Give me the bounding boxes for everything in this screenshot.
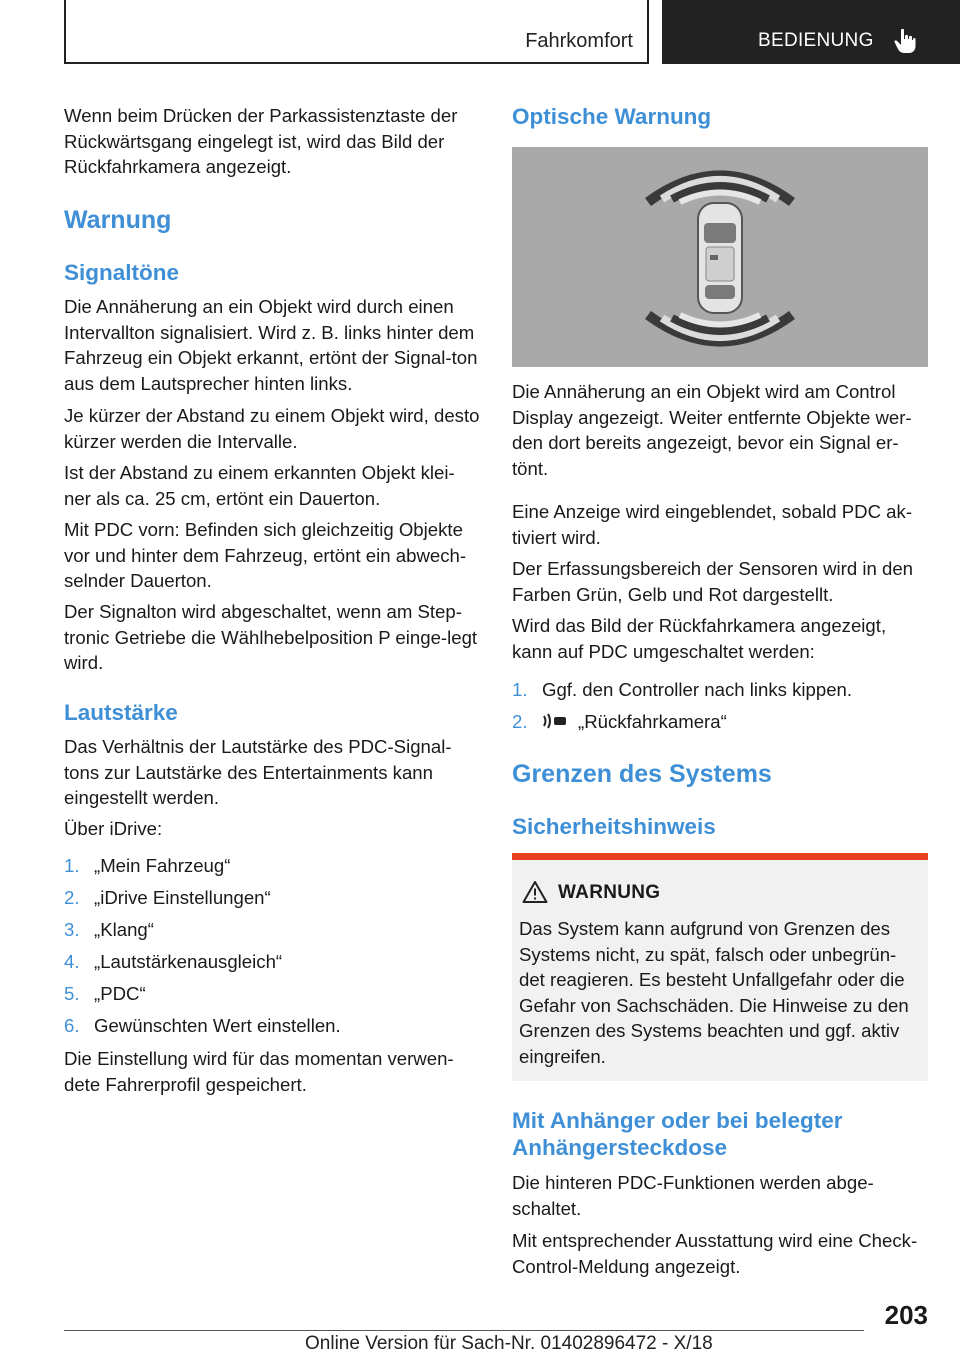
footer-divider: [64, 1330, 864, 1331]
list-item: 4. „Lautstärkenausgleich“: [64, 951, 283, 972]
pdc-switch-steps-list: [512, 677, 852, 741]
optisch-paragraph-2: Eine Anzeige wird eingeblendet, sobald PDC ak-tiviert wird.: [512, 501, 913, 548]
lautstaerke-paragraph-2: Über iDrive:: [64, 818, 163, 839]
list-item: 3. „Klang“: [64, 919, 154, 940]
parking-sensor-icon: [542, 712, 568, 730]
heading-anhaenger: Mit Anhänger oder bei belegter Anhängersteckdose: [512, 1108, 843, 1160]
footer-online-version: Online Version für Sach-Nr. 01402896472 - X/18: [305, 1333, 713, 1354]
list-item: 2. „Rückfahrkamera“: [512, 711, 727, 732]
anhaenger-paragraph-2: Mit entsprechender Ausstattung wird eine Check-Control-Meldung angezeigt.: [512, 1230, 918, 1277]
list-item: 5. „PDC“: [64, 983, 146, 1004]
warning-title: WARNUNG: [558, 882, 661, 903]
signaltoene-paragraph-2: Je kürzer der Abstand zu einem Objekt wird, desto kürzer werden die Intervalle.: [64, 405, 480, 452]
hand-pointer-icon: [894, 28, 916, 54]
heading-signaltoene: Signaltöne: [64, 260, 180, 285]
anhaenger-paragraph-1: Die hinteren PDC-Funktionen werden abge-schaltet.: [512, 1172, 874, 1219]
lautstaerke-paragraph-3: Die Einstellung wird für das momentan verwen-dete Fahrerprofil gespeichert.: [64, 1048, 454, 1095]
warning-text: Das System kann aufgrund von Grenzen des Systems nicht, zu spät, falsch oder unbegrün-det reagieren. Es besteht Unfallgefahr oder die Gefahr von Sachschäden. Die Hinweise zu den Grenzen des Systems beachten und ggf. aktiv eingreifen.: [519, 918, 909, 1067]
page-number: 203: [884, 1300, 928, 1330]
signaltoene-paragraph-5: Der Signalton wird abgeschaltet, wenn am Step-tronic Getriebe die Wählhebelposition P einge-legt wird.: [64, 601, 478, 673]
warning-box: [512, 853, 928, 1081]
optisch-paragraph-3: Der Erfassungsbereich der Sensoren wird in den Farben Grün, Gelb und Rot dargestellt.: [512, 558, 914, 605]
intro-paragraph: Wenn beim Drücken der Parkassistenztaste der Rückwärtsgang eingelegt ist, wird das Bild der Rückfahrkamera angezeigt.: [64, 105, 458, 177]
signaltoene-paragraph-4: Mit PDC vorn: Befinden sich gleichzeitig Objekte vor und hinter dem Fahrzeug, ertönt ein abwech-selnder Dauerton.: [64, 519, 467, 591]
list-item: 2. „iDrive Einstellungen“: [64, 887, 271, 908]
optisch-paragraph-1: Die Annäherung an ein Objekt wird am Control Display angezeigt. Weiter entfernte Objekte wer-den dort bereits angezeigt, bevor ein Signal er-tönt.: [512, 381, 912, 479]
pdc-display-image: [512, 147, 928, 367]
header-chapter-title: BEDIENUNG: [758, 30, 874, 51]
heading-warnung: Warnung: [64, 206, 172, 234]
list-item: 1. „Mein Fahrzeug“: [64, 855, 231, 876]
signaltoene-paragraph-1: Die Annäherung an ein Objekt wird durch einen Intervallton signalisiert. Wird z. B. links hinter dem Fahrzeug ein Objekt erkannt, ertönt der Signal-ton aus dem Lautsprecher hinten links.: [64, 296, 478, 394]
signaltoene-paragraph-3: Ist der Abstand zu einem erkannten Objekt klei-ner als ca. 25 cm, ertönt ein Dauerton.: [64, 462, 455, 509]
heading-grenzen: Grenzen des Systems: [512, 760, 772, 788]
heading-optische-warnung: Optische Warnung: [512, 104, 712, 129]
heading-lautstaerke: Lautstärke: [64, 700, 178, 725]
idrive-steps-list: [64, 853, 341, 1045]
header-section-tab: [64, 0, 649, 64]
warning-triangle-icon: [522, 880, 548, 904]
optisch-paragraph-4: Wird das Bild der Rückfahrkamera angezeigt, kann auf PDC umgeschaltet werden:: [512, 615, 887, 662]
list-item: 6. Gewünschten Wert einstellen.: [64, 1015, 341, 1036]
pdc-car-illustration: [512, 147, 928, 367]
header-section-title: Fahrkomfort: [525, 30, 633, 52]
heading-sicherheitshinweis: Sicherheitshinweis: [512, 814, 716, 839]
list-item: 1. Ggf. den Controller nach links kippen.: [512, 679, 853, 700]
lautstaerke-paragraph-1: Das Verhältnis der Lautstärke des PDC-Signal-tons zur Lautstärke des Entertainments kann eingestellt werden.: [64, 736, 452, 808]
header-chapter-tab: [662, 0, 960, 64]
